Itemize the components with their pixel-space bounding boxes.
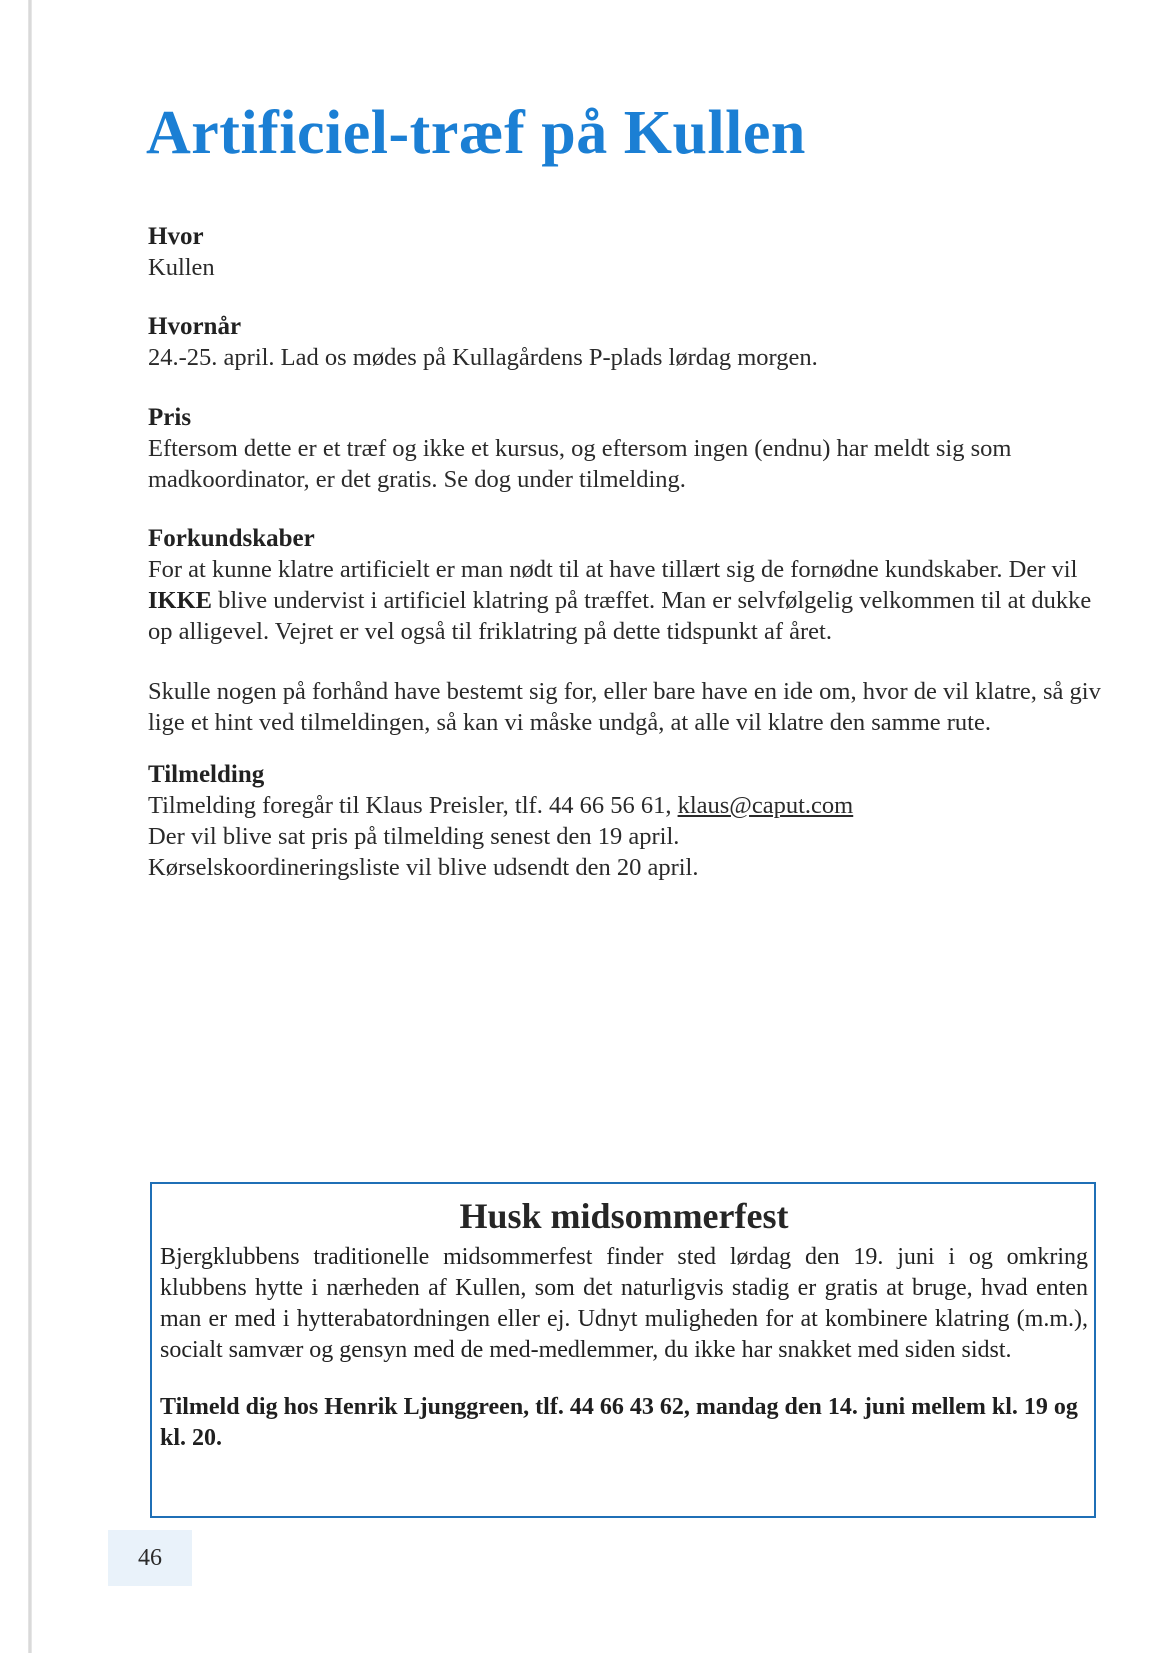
section-hvornaar-label: Hvornår bbox=[148, 313, 242, 340]
midsommerfest-box bbox=[150, 1182, 1096, 1518]
section-pris-label: Pris bbox=[148, 404, 192, 431]
forkundskaber-emphasis: IKKE bbox=[148, 587, 212, 614]
page-number: 46 bbox=[108, 1530, 192, 1586]
forkundskaber-text-before: For at kunne klatre artificielt er man nødt til at have tillært sig de fornødne kundskaber. Der vil bbox=[148, 556, 1078, 583]
box-signup: Tilmeld dig hos Henrik Ljunggreen, tlf. 44 66 43 62, mandag den 14. juni mellem kl. 19 og kl. 20. bbox=[160, 1394, 1078, 1451]
box-title: Husk midsommerfest bbox=[459, 1196, 789, 1236]
box-text: Bjergklubbens traditionelle midsommerfest finder sted lørdag den 19. juni i og omkring klubbens hytte i nærheden af Kullen, som det naturligvis stadig er gratis at bruge, hvad enten man er med i hytterabatordningen eller ej. Udnyt muligheden for at kombinere klatring (m.m.), socialt samvær og gensyn med de med-medlemmer, du ikke har snakket med siden sidst. bbox=[160, 1244, 1088, 1363]
section-hvornaar bbox=[148, 312, 1108, 373]
section-forkundskaber-label: Forkundskaber bbox=[148, 525, 315, 552]
tilmelding-line1 bbox=[148, 790, 1108, 821]
section-forkundskaber-text bbox=[148, 554, 1108, 647]
tilmelding-line3: Kørselskoordineringsliste vil blive udsendt den 20 april. bbox=[148, 854, 699, 881]
section-pris bbox=[148, 403, 1108, 495]
section-hvor bbox=[148, 222, 1108, 283]
section-tilmelding bbox=[148, 760, 1108, 883]
section-tilmelding-label: Tilmelding bbox=[148, 761, 265, 788]
email-link[interactable]: klaus@caput.com bbox=[677, 792, 854, 819]
page-spine-shadow bbox=[28, 0, 32, 1653]
section-forkundskaber bbox=[148, 524, 1108, 738]
forkundskaber-text-after: blive undervist i artificiel klatring på træffet. Man er selvfølgelig velkommen til at dukke op alligevel. Vejret er vel også til friklatring på dette tidspunkt af året. bbox=[148, 587, 1092, 645]
tilmelding-line1-text: Tilmelding foregår til Klaus Preisler, tlf. 44 66 56 61, bbox=[148, 792, 678, 819]
tilmelding-line2: Der vil blive sat pris på tilmelding senest den 19 april. bbox=[148, 823, 680, 850]
page-title: Artificiel-træf på Kullen bbox=[146, 99, 806, 167]
section-hvor-text: Kullen bbox=[148, 254, 215, 281]
section-hvornaar-text: 24.-25. april. Lad os mødes på Kullagårdens P-plads lørdag morgen. bbox=[148, 344, 818, 371]
section-hvor-label: Hvor bbox=[148, 223, 204, 250]
section-forkundskaber-paragraph2: Skulle nogen på forhånd have bestemt sig for, eller bare have en ide om, hvor de vil klatre, så giv lige et hint ved tilmeldingen, så kan vi måske undgå, at alle vil klatre den samme rute. bbox=[148, 678, 1101, 736]
section-pris-text: Eftersom dette er et træf og ikke et kursus, og eftersom ingen (endnu) har meldt sig som madkoordinator, er det gratis. Se dog under tilmelding. bbox=[148, 435, 1012, 493]
